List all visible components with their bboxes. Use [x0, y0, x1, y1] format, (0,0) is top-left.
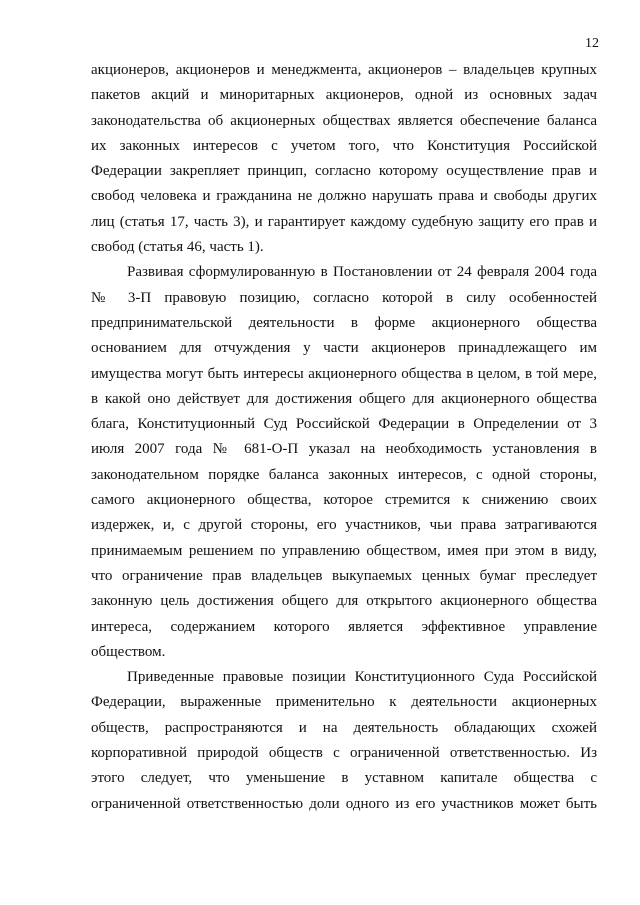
text-line: Федерации, выраженные применительно к деятельности акционерных: [91, 694, 597, 711]
paragraph-1: [91, 58, 597, 260]
text-line: законодательном порядке баланса законных интересов, с одной стороны,: [91, 466, 597, 483]
text-line: ограниченной ответственностью доли одного из его участников может быть: [91, 795, 597, 812]
text-line: лиц (статья 17, часть 3), и гарантирует каждому судебную защиту его прав и: [91, 213, 597, 230]
text-line: предпринимательской деятельности в форме акционерного общества: [91, 314, 597, 331]
text-line: законодательства об акционерных обществах является обеспечение баланса: [91, 112, 597, 129]
text-line: имущества могут быть интересы акционерного общества в целом, в той мере,: [91, 365, 597, 382]
text-line: интереса, содержанием которого является эффективное управление: [91, 618, 597, 635]
text-line: Приведенные правовые позиции Конституционного Суда Российской: [127, 669, 597, 686]
text-line: этого следует, что уменьшение в уставном капитале общества с: [91, 770, 597, 787]
text-line: их законных интересов с учетом того, что Конституция Российской: [91, 137, 597, 154]
text-line: Развивая сформулированную в Постановлении от 24 февраля 2004 года: [127, 264, 597, 281]
text-line: пакетов акций и миноритарных акционеров, одной из основных задач: [91, 87, 597, 104]
text-line: в какой оно действует для достижения общего для акционерного общества: [91, 390, 597, 407]
text-line: обществом.: [91, 643, 166, 660]
text-line: акционеров, акционеров и менеджмента, акционеров – владельцев крупных: [91, 62, 597, 78]
document-body: [91, 58, 597, 817]
text-line: принимаемым решением по управлению обществом, имея при этом в виду,: [91, 542, 597, 559]
text-line: что ограничение прав владельцев выкупаемых ценных бумаг преследует: [91, 567, 597, 584]
text-line: обществ, распространяются и на деятельность обладающих схожей: [91, 719, 597, 736]
page-number: 12: [585, 36, 599, 51]
text-line: самого акционерного общества, которое стремится к снижению своих: [91, 492, 597, 509]
text-line: Федерации закрепляет принцип, согласно которому осуществление прав и: [91, 163, 597, 180]
paragraph-3: [91, 665, 597, 817]
text-line: издержек, и, с другой стороны, его участников, чьи права затрагиваются: [91, 517, 597, 534]
text-line: свобод (статья 46, часть 1).: [91, 239, 264, 256]
text-line: № 3-П правовую позицию, согласно которой в силу особенностей: [91, 289, 597, 306]
text-line: корпоративной природой обществ с ограниченной ответственностью. Из: [91, 745, 597, 762]
text-line: блага, Конституционный Суд Российской Федерации в Определении от 3: [91, 416, 597, 433]
text-line: основанием для отчуждения у части акционеров принадлежащего им: [91, 340, 597, 357]
text-line: июля 2007 года № 681-О-П указал на необходимость установления в: [91, 441, 597, 458]
paragraph-2: [91, 260, 597, 665]
text-line: законную цель достижения общего для открытого акционерного общества: [91, 593, 597, 610]
text-line: свобод человека и гражданина не должно нарушать права и свободы других: [91, 188, 597, 205]
